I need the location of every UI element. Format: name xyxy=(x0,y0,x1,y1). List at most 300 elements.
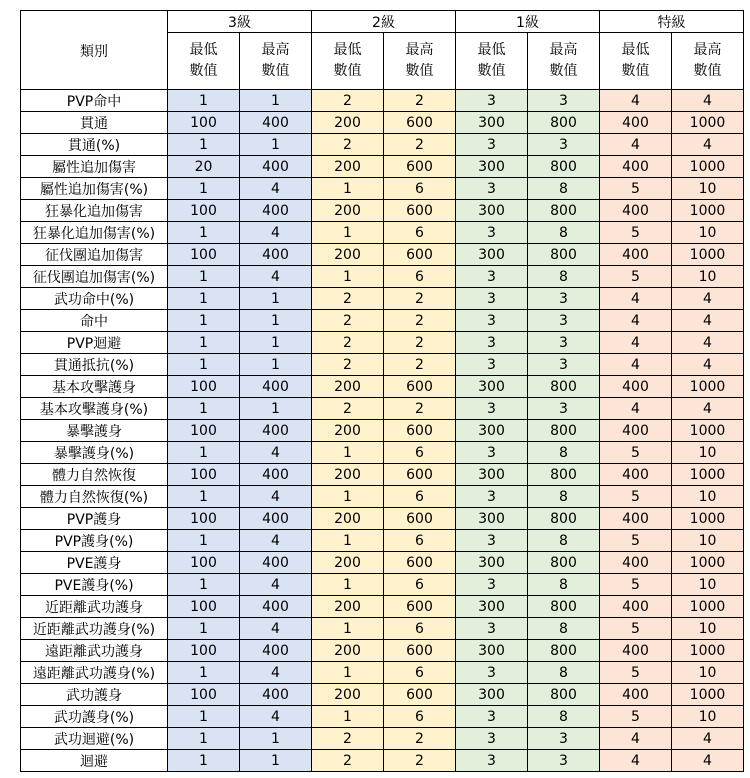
value-cell: 1000 xyxy=(672,156,744,178)
max-value-header xyxy=(384,33,456,90)
value-cell: 800 xyxy=(528,376,600,398)
value-cell: 3 xyxy=(528,728,600,750)
table-row xyxy=(21,420,744,442)
value-cell: 4 xyxy=(672,354,744,376)
min-value-header xyxy=(600,33,672,90)
value-cell: 5 xyxy=(600,574,672,596)
table-row xyxy=(21,310,744,332)
value-cell: 400 xyxy=(600,684,672,706)
value-cell: 300 xyxy=(456,420,528,442)
min-label-line1: 最低 xyxy=(189,42,218,58)
value-cell: 3 xyxy=(456,618,528,640)
value-cell: 3 xyxy=(456,398,528,420)
value-cell: 4 xyxy=(240,266,312,288)
value-cell: 100 xyxy=(168,420,240,442)
table-row xyxy=(21,200,744,222)
value-cell: 400 xyxy=(240,112,312,134)
value-cell: 600 xyxy=(384,156,456,178)
value-cell: 300 xyxy=(456,596,528,618)
min-label-line1: 最低 xyxy=(477,42,506,58)
table-row xyxy=(21,332,744,354)
value-cell: 2 xyxy=(312,332,384,354)
value-cell: 1 xyxy=(168,178,240,200)
value-cell: 1000 xyxy=(672,244,744,266)
table-row xyxy=(21,662,744,684)
value-cell: 3 xyxy=(528,354,600,376)
value-cell: 4 xyxy=(600,310,672,332)
value-cell: 1 xyxy=(168,288,240,310)
row-label: 迴避 xyxy=(21,750,168,772)
value-cell: 6 xyxy=(384,530,456,552)
table-row xyxy=(21,442,744,464)
value-cell: 2 xyxy=(384,750,456,772)
value-cell: 3 xyxy=(456,222,528,244)
value-cell: 10 xyxy=(672,442,744,464)
row-label: 武功命中(%) xyxy=(21,288,168,310)
value-cell: 2 xyxy=(384,728,456,750)
value-cell: 10 xyxy=(672,486,744,508)
value-cell: 400 xyxy=(600,156,672,178)
value-cell: 1 xyxy=(168,134,240,156)
value-cell: 2 xyxy=(312,398,384,420)
max-label-line1: 最高 xyxy=(693,42,722,58)
max-label-line1: 最高 xyxy=(405,42,434,58)
value-cell: 1 xyxy=(168,706,240,728)
value-cell: 200 xyxy=(312,420,384,442)
value-cell: 200 xyxy=(312,244,384,266)
value-cell: 400 xyxy=(240,156,312,178)
value-cell: 1000 xyxy=(672,464,744,486)
value-cell: 300 xyxy=(456,684,528,706)
value-cell: 2 xyxy=(312,750,384,772)
value-cell: 300 xyxy=(456,112,528,134)
table-row xyxy=(21,112,744,134)
row-label: PVP護身(%) xyxy=(21,530,168,552)
max-label-line2: 數值 xyxy=(405,63,434,79)
value-cell: 600 xyxy=(384,244,456,266)
table-body xyxy=(21,90,744,772)
value-cell: 10 xyxy=(672,706,744,728)
value-cell: 2 xyxy=(384,354,456,376)
table-row xyxy=(21,552,744,574)
table-row xyxy=(21,90,744,112)
row-label: 暴擊護身(%) xyxy=(21,442,168,464)
value-cell: 100 xyxy=(168,596,240,618)
value-cell: 1 xyxy=(312,266,384,288)
table-row xyxy=(21,244,744,266)
value-cell: 5 xyxy=(600,222,672,244)
value-cell: 4 xyxy=(240,442,312,464)
min-label-line2: 數值 xyxy=(621,63,650,79)
row-label: 基本攻擊護身 xyxy=(21,376,168,398)
table-row xyxy=(21,640,744,662)
table-row xyxy=(21,728,744,750)
value-cell: 4 xyxy=(600,354,672,376)
value-cell: 1000 xyxy=(672,112,744,134)
min-label-line1: 最低 xyxy=(621,42,650,58)
table-row xyxy=(21,750,744,772)
category-header: 類別 xyxy=(21,11,168,90)
value-cell: 100 xyxy=(168,640,240,662)
value-cell: 4 xyxy=(672,288,744,310)
value-cell: 8 xyxy=(528,178,600,200)
value-cell: 1000 xyxy=(672,552,744,574)
min-label-line2: 數值 xyxy=(333,63,362,79)
value-cell: 6 xyxy=(384,266,456,288)
value-cell: 400 xyxy=(240,596,312,618)
value-cell: 400 xyxy=(240,640,312,662)
value-cell: 1 xyxy=(312,574,384,596)
value-cell: 2 xyxy=(312,728,384,750)
max-value-header xyxy=(672,33,744,90)
value-cell: 100 xyxy=(168,200,240,222)
value-cell: 1 xyxy=(240,310,312,332)
value-cell: 3 xyxy=(456,266,528,288)
value-cell: 6 xyxy=(384,574,456,596)
value-cell: 6 xyxy=(384,706,456,728)
row-label: 狂暴化追加傷害(%) xyxy=(21,222,168,244)
value-cell: 5 xyxy=(600,266,672,288)
value-cell: 10 xyxy=(672,178,744,200)
group-header-grade3: 3級 xyxy=(168,11,312,33)
value-cell: 600 xyxy=(384,508,456,530)
table-row xyxy=(21,684,744,706)
value-cell: 800 xyxy=(528,684,600,706)
value-cell: 400 xyxy=(600,596,672,618)
table-row xyxy=(21,134,744,156)
value-cell: 4 xyxy=(672,90,744,112)
row-label: 武功護身(%) xyxy=(21,706,168,728)
value-cell: 1000 xyxy=(672,376,744,398)
value-cell: 800 xyxy=(528,596,600,618)
table-row xyxy=(21,288,744,310)
value-cell: 3 xyxy=(456,750,528,772)
value-cell: 1 xyxy=(240,398,312,420)
group-header-grade1: 1級 xyxy=(456,11,600,33)
value-cell: 100 xyxy=(168,552,240,574)
table-row xyxy=(21,376,744,398)
value-cell: 1000 xyxy=(672,420,744,442)
value-cell: 400 xyxy=(240,420,312,442)
value-cell: 300 xyxy=(456,552,528,574)
value-cell: 600 xyxy=(384,376,456,398)
value-cell: 4 xyxy=(240,530,312,552)
value-cell: 2 xyxy=(312,310,384,332)
value-cell: 1 xyxy=(168,310,240,332)
value-cell: 800 xyxy=(528,156,600,178)
value-cell: 3 xyxy=(528,750,600,772)
value-cell: 600 xyxy=(384,552,456,574)
row-label: 遠距離武功護身 xyxy=(21,640,168,662)
value-cell: 800 xyxy=(528,552,600,574)
table-row xyxy=(21,486,744,508)
row-label: PVP護身 xyxy=(21,508,168,530)
value-cell: 600 xyxy=(384,112,456,134)
value-cell: 3 xyxy=(456,354,528,376)
value-cell: 8 xyxy=(528,574,600,596)
value-cell: 2 xyxy=(384,310,456,332)
value-cell: 200 xyxy=(312,596,384,618)
row-label: PVE護身(%) xyxy=(21,574,168,596)
row-label: 暴擊護身 xyxy=(21,420,168,442)
value-cell: 3 xyxy=(456,288,528,310)
value-cell: 300 xyxy=(456,200,528,222)
header-row-groups xyxy=(21,11,744,33)
value-cell: 100 xyxy=(168,508,240,530)
table-row xyxy=(21,222,744,244)
value-cell: 3 xyxy=(456,574,528,596)
row-label: 體力自然恢復 xyxy=(21,464,168,486)
value-cell: 2 xyxy=(384,398,456,420)
row-label: 武功迴避(%) xyxy=(21,728,168,750)
value-cell: 8 xyxy=(528,486,600,508)
min-value-header xyxy=(168,33,240,90)
value-cell: 6 xyxy=(384,618,456,640)
value-cell: 300 xyxy=(456,156,528,178)
value-cell: 4 xyxy=(240,178,312,200)
min-label-line2: 數值 xyxy=(189,63,218,79)
min-value-header xyxy=(312,33,384,90)
value-cell: 3 xyxy=(528,310,600,332)
value-cell: 8 xyxy=(528,266,600,288)
value-cell: 6 xyxy=(384,222,456,244)
value-cell: 4 xyxy=(672,750,744,772)
value-cell: 1 xyxy=(240,728,312,750)
value-cell: 3 xyxy=(456,90,528,112)
value-cell: 200 xyxy=(312,684,384,706)
value-cell: 300 xyxy=(456,464,528,486)
value-cell: 1 xyxy=(168,266,240,288)
value-cell: 1 xyxy=(168,442,240,464)
value-cell: 4 xyxy=(240,574,312,596)
value-cell: 400 xyxy=(600,640,672,662)
value-cell: 5 xyxy=(600,706,672,728)
value-cell: 4 xyxy=(240,486,312,508)
value-cell: 400 xyxy=(600,112,672,134)
value-cell: 1 xyxy=(312,530,384,552)
value-cell: 400 xyxy=(600,244,672,266)
value-cell: 100 xyxy=(168,464,240,486)
value-cell: 600 xyxy=(384,464,456,486)
value-cell: 300 xyxy=(456,508,528,530)
value-cell: 4 xyxy=(240,618,312,640)
value-cell: 3 xyxy=(456,486,528,508)
value-cell: 600 xyxy=(384,200,456,222)
value-cell: 2 xyxy=(312,134,384,156)
value-cell: 4 xyxy=(600,750,672,772)
value-cell: 8 xyxy=(528,442,600,464)
value-cell: 8 xyxy=(528,706,600,728)
value-cell: 400 xyxy=(240,464,312,486)
value-cell: 3 xyxy=(456,728,528,750)
value-cell: 1000 xyxy=(672,508,744,530)
value-cell: 2 xyxy=(384,288,456,310)
value-cell: 1000 xyxy=(672,640,744,662)
value-cell: 1 xyxy=(240,750,312,772)
min-value-header xyxy=(456,33,528,90)
value-cell: 8 xyxy=(528,662,600,684)
min-label-line1: 最低 xyxy=(333,42,362,58)
max-value-header xyxy=(528,33,600,90)
value-cell: 1 xyxy=(168,398,240,420)
value-cell: 2 xyxy=(312,288,384,310)
table-row xyxy=(21,178,744,200)
value-cell: 5 xyxy=(600,618,672,640)
value-cell: 3 xyxy=(456,442,528,464)
row-label: 征伐團追加傷害 xyxy=(21,244,168,266)
value-cell: 6 xyxy=(384,662,456,684)
value-cell: 400 xyxy=(240,376,312,398)
value-cell: 1 xyxy=(168,530,240,552)
row-label: 近距離武功護身(%) xyxy=(21,618,168,640)
value-cell: 6 xyxy=(384,442,456,464)
value-cell: 8 xyxy=(528,618,600,640)
value-cell: 10 xyxy=(672,266,744,288)
value-cell: 5 xyxy=(600,178,672,200)
row-label: 貫通(%) xyxy=(21,134,168,156)
value-cell: 800 xyxy=(528,508,600,530)
value-cell: 300 xyxy=(456,640,528,662)
max-label-line2: 數值 xyxy=(693,63,722,79)
value-cell: 2 xyxy=(384,90,456,112)
row-label: 體力自然恢復(%) xyxy=(21,486,168,508)
row-label: 近距離武功護身 xyxy=(21,596,168,618)
value-cell: 3 xyxy=(528,332,600,354)
value-cell: 10 xyxy=(672,222,744,244)
value-cell: 6 xyxy=(384,486,456,508)
value-cell: 400 xyxy=(600,376,672,398)
value-cell: 100 xyxy=(168,244,240,266)
value-cell: 400 xyxy=(600,508,672,530)
value-cell: 400 xyxy=(600,464,672,486)
value-cell: 3 xyxy=(528,288,600,310)
value-cell: 1 xyxy=(168,662,240,684)
value-cell: 4 xyxy=(600,288,672,310)
value-cell: 10 xyxy=(672,618,744,640)
table-row xyxy=(21,574,744,596)
value-cell: 4 xyxy=(672,310,744,332)
value-cell: 5 xyxy=(600,530,672,552)
value-cell: 20 xyxy=(168,156,240,178)
table-row xyxy=(21,156,744,178)
value-cell: 800 xyxy=(528,200,600,222)
row-label: 狂暴化追加傷害 xyxy=(21,200,168,222)
value-cell: 1000 xyxy=(672,684,744,706)
max-label-line1: 最高 xyxy=(261,42,290,58)
value-cell: 10 xyxy=(672,530,744,552)
value-cell: 1 xyxy=(240,354,312,376)
value-cell: 1 xyxy=(168,90,240,112)
value-cell: 600 xyxy=(384,684,456,706)
value-cell: 1 xyxy=(168,486,240,508)
row-label: 貫通抵抗(%) xyxy=(21,354,168,376)
value-cell: 400 xyxy=(240,552,312,574)
value-cell: 200 xyxy=(312,464,384,486)
value-cell: 1 xyxy=(168,354,240,376)
value-cell: 800 xyxy=(528,420,600,442)
value-cell: 1 xyxy=(168,750,240,772)
value-cell: 1 xyxy=(168,574,240,596)
value-cell: 1 xyxy=(312,486,384,508)
max-value-header xyxy=(240,33,312,90)
value-cell: 4 xyxy=(600,134,672,156)
value-cell: 1 xyxy=(240,90,312,112)
value-cell: 1 xyxy=(312,618,384,640)
value-cell: 3 xyxy=(528,134,600,156)
table-row xyxy=(21,464,744,486)
value-cell: 800 xyxy=(528,640,600,662)
value-cell: 200 xyxy=(312,200,384,222)
value-cell: 2 xyxy=(384,134,456,156)
value-cell: 3 xyxy=(456,706,528,728)
value-cell: 400 xyxy=(600,200,672,222)
table-row xyxy=(21,354,744,376)
table-row xyxy=(21,596,744,618)
table-row xyxy=(21,266,744,288)
row-label: PVP迴避 xyxy=(21,332,168,354)
value-cell: 4 xyxy=(240,706,312,728)
value-cell: 1000 xyxy=(672,200,744,222)
value-cell: 10 xyxy=(672,662,744,684)
value-cell: 3 xyxy=(456,134,528,156)
value-cell: 4 xyxy=(600,90,672,112)
max-label-line2: 數值 xyxy=(549,63,578,79)
value-cell: 3 xyxy=(456,332,528,354)
value-cell: 1 xyxy=(168,332,240,354)
row-label: 屬性追加傷害(%) xyxy=(21,178,168,200)
row-label: 武功護身 xyxy=(21,684,168,706)
value-cell: 2 xyxy=(384,332,456,354)
value-cell: 1 xyxy=(312,662,384,684)
row-label: 屬性追加傷害 xyxy=(21,156,168,178)
value-cell: 3 xyxy=(456,178,528,200)
value-cell: 2 xyxy=(312,354,384,376)
value-cell: 1 xyxy=(168,728,240,750)
value-cell: 800 xyxy=(528,244,600,266)
value-cell: 200 xyxy=(312,156,384,178)
value-cell: 5 xyxy=(600,662,672,684)
value-cell: 300 xyxy=(456,376,528,398)
value-cell: 4 xyxy=(240,662,312,684)
value-cell: 400 xyxy=(600,420,672,442)
value-cell: 4 xyxy=(672,332,744,354)
value-cell: 3 xyxy=(528,398,600,420)
value-cell: 1 xyxy=(240,288,312,310)
row-label: PVP命中 xyxy=(21,90,168,112)
stats-table xyxy=(20,10,744,772)
value-cell: 800 xyxy=(528,112,600,134)
value-cell: 1 xyxy=(312,222,384,244)
value-cell: 8 xyxy=(528,530,600,552)
value-cell: 100 xyxy=(168,112,240,134)
table-row xyxy=(21,398,744,420)
row-label: 征伐團追加傷害(%) xyxy=(21,266,168,288)
value-cell: 6 xyxy=(384,178,456,200)
value-cell: 4 xyxy=(240,222,312,244)
max-label-line1: 最高 xyxy=(549,42,578,58)
value-cell: 200 xyxy=(312,640,384,662)
max-label-line2: 數值 xyxy=(261,63,290,79)
table-row xyxy=(21,706,744,728)
value-cell: 200 xyxy=(312,376,384,398)
value-cell: 10 xyxy=(672,574,744,596)
value-cell: 400 xyxy=(240,200,312,222)
value-cell: 800 xyxy=(528,464,600,486)
row-label: 命中 xyxy=(21,310,168,332)
row-label: 貫通 xyxy=(21,112,168,134)
value-cell: 1 xyxy=(240,134,312,156)
value-cell: 3 xyxy=(456,310,528,332)
